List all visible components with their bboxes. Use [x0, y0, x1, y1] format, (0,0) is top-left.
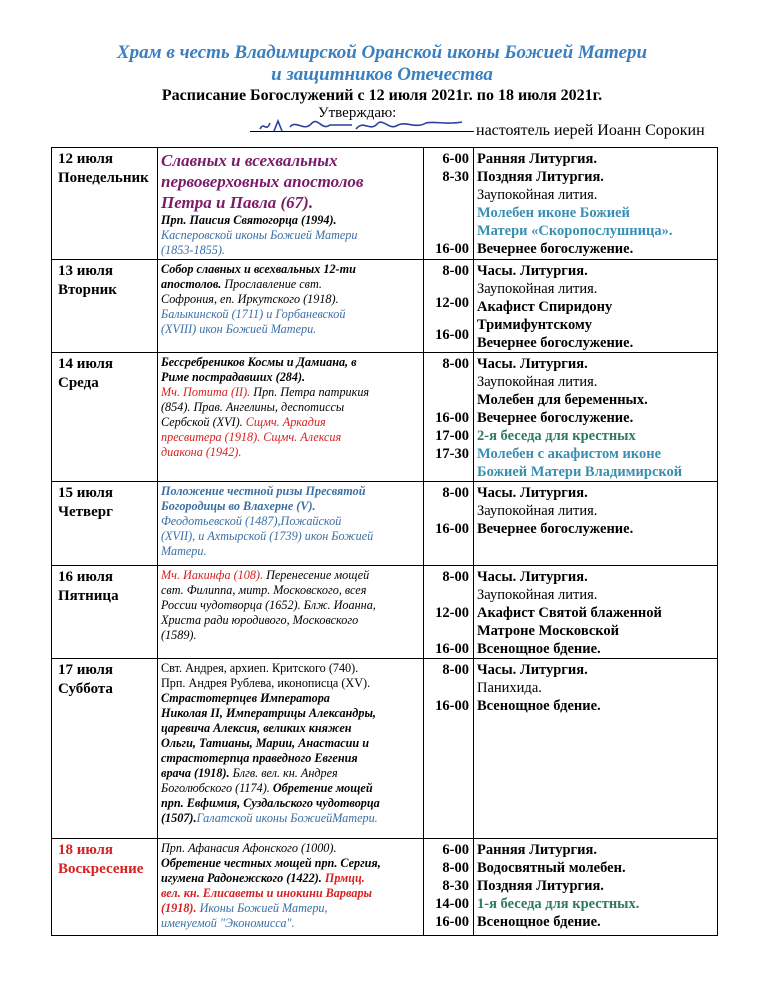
feast-text: Бессребреников Космы и Дамиана, в	[161, 355, 357, 369]
service: Часы. Литургия.	[477, 485, 588, 501]
time: 16-00	[435, 327, 469, 343]
day-cell	[52, 482, 158, 566]
time: 8-00	[442, 569, 469, 585]
service: 2-я беседа для крестных	[477, 428, 636, 444]
table-row	[52, 148, 718, 260]
time: 16-00	[435, 410, 469, 426]
service: Заупокойная лития.	[477, 374, 598, 390]
time: 14-00	[435, 896, 469, 912]
time: 8-30	[442, 878, 469, 894]
service: Акафист Спиридону	[477, 299, 613, 315]
feast-text: Мч. Иакинфа (108).	[161, 568, 264, 582]
services-cell	[474, 839, 718, 936]
service: Поздняя Литургия.	[477, 169, 604, 185]
date: 18 июля	[58, 842, 114, 858]
weekday: Четверг	[58, 504, 113, 520]
service: Божией Матери Владимирской	[477, 464, 683, 480]
table-row	[52, 260, 718, 353]
schedule-subtitle: Расписание Богослужений с 12 июля 2021г. по 18 июля 2021г.	[161, 87, 603, 104]
services-cell	[474, 659, 718, 839]
service: Молебен с акафистом иконе	[477, 446, 662, 462]
day-cell	[52, 260, 158, 353]
feast-text: прп. Евфимия, Суздальского чудотворца	[161, 796, 380, 810]
schedule-table	[51, 147, 718, 936]
weekday: Воскресение	[58, 861, 144, 877]
feast-cell	[158, 353, 424, 482]
feast-text: Прп. Афанасия Афонского (1000).	[161, 841, 337, 855]
table-row	[52, 566, 718, 659]
feast-text: Обретение мощей	[269, 781, 373, 795]
feast-text: Свт. Андрея, архиеп. Критского (740).	[161, 661, 359, 675]
services-cell	[474, 148, 718, 260]
feast-text: Богородицы во Влахерне (V).	[161, 499, 316, 513]
feast-text: Прп. Петра патрикия	[250, 385, 370, 399]
feast-cell	[158, 659, 424, 839]
feast-text: (1853-1855).	[161, 243, 225, 257]
feast-text: Матери.	[161, 544, 207, 558]
feast-text: Боголюбского (1174).	[161, 781, 270, 795]
time: 17-30	[435, 446, 469, 462]
feast-text: Касперовской иконы Божией Матери	[161, 228, 358, 242]
service: Заупокойная лития.	[477, 503, 598, 519]
rector-name: настоятель иерей Иоанн Сорокин	[476, 122, 705, 139]
feast-cell	[158, 839, 424, 936]
feast-text: Мч. Потита (II).	[161, 385, 251, 399]
church-title-line2: и защитников Отечества	[271, 64, 493, 85]
feast-cell	[158, 260, 424, 353]
feast-text: свт. Филиппа, митр. Московского, всея	[161, 583, 367, 597]
time: 8-00	[442, 485, 469, 501]
feast-text: Страстотерпцев Императора	[161, 691, 330, 705]
feast-text: Сщмч. Аркадия	[242, 415, 326, 429]
service: Часы. Литургия.	[477, 356, 588, 372]
feast-text: Прп. Андрея Рублева, иконописца (XV).	[161, 676, 371, 690]
service: Вечернее богослужение.	[477, 410, 634, 426]
services-cell	[474, 260, 718, 353]
time: 12-00	[435, 295, 469, 311]
table-row	[52, 659, 718, 839]
service: 1-я беседа для крестных.	[477, 896, 640, 912]
feast-text: (1507).	[161, 811, 197, 825]
date: 13 июля	[58, 263, 114, 279]
feast-text: игумена Радонежского (1422).	[161, 871, 322, 885]
day-cell	[52, 659, 158, 839]
feast-text: (854). Прав. Ангелины, деспотиссы	[161, 400, 345, 414]
date: 17 июля	[58, 662, 114, 678]
weekday: Суббота	[58, 681, 113, 697]
feast-text: Феодотьевской (1487),Пожайской	[161, 514, 342, 528]
services-cell	[474, 353, 718, 482]
feast-text: Прп. Паисия Святогорца (1994).	[161, 213, 337, 227]
time: 17-00	[435, 428, 469, 444]
church-title-line1: Храм в честь Владимирской Оранской иконы Божией Матери	[116, 42, 648, 63]
services-cell	[474, 482, 718, 566]
feast-text: (XVII), и Ахтырской (1739) икон Божией	[161, 529, 374, 543]
weekday: Среда	[58, 375, 99, 391]
day-cell	[52, 566, 158, 659]
feast-text: Прмцц.	[321, 871, 365, 885]
feast-text: первоверховных апостолов	[161, 172, 364, 191]
feast-text: Обретение честных мощей прп. Сергия,	[161, 856, 381, 870]
feast-text: Христа ради юродивого, Московского	[161, 613, 359, 627]
approve-label: Утверждаю:	[318, 105, 397, 121]
feast-text: диакона (1942).	[161, 445, 242, 459]
feast-text: Славных и всехвальных	[161, 151, 338, 170]
table-row	[52, 353, 718, 482]
feast-text: врача (1918).	[161, 766, 230, 780]
feast-text: России чудотворца (1652). Блж. Иоанна,	[161, 598, 376, 612]
date: 12 июля	[58, 151, 114, 167]
time-cell	[424, 260, 474, 353]
service: Матери «Скоропослушница».	[477, 223, 673, 239]
service: Ранняя Литургия.	[477, 842, 597, 858]
feast-text: Галатской иконы БожиейМатери.	[196, 811, 378, 825]
date: 16 июля	[58, 569, 114, 585]
service: Часы. Литургия.	[477, 263, 588, 279]
feast-text: Николая II, Императрицы Александры,	[161, 706, 376, 720]
service: Всенощное бдение.	[477, 641, 601, 657]
time-cell	[424, 353, 474, 482]
feast-text: Ольги, Татианы, Марии, Анастасии и	[161, 736, 370, 750]
day-cell	[52, 353, 158, 482]
feast-text: апостолов.	[161, 277, 222, 291]
time: 16-00	[435, 641, 469, 657]
feast-text: Балыкинской (1711) и Горбаневской	[161, 307, 346, 321]
day-cell	[52, 148, 158, 260]
service: Вечернее богослужение.	[477, 521, 634, 537]
time: 16-00	[435, 698, 469, 714]
feast-text: Риме пострадавших (284).	[161, 370, 306, 384]
feast-text: (1918).	[161, 901, 197, 915]
feast-text: (XVIII) икон Божией Матери.	[161, 322, 317, 336]
feast-text: вел. кн. Елисаветы и инокини Варвары	[161, 886, 372, 900]
time: 8-00	[442, 860, 469, 876]
service: Всенощное бдение.	[477, 914, 601, 930]
feast-text: Сербской (XVI).	[161, 415, 243, 429]
feast-text: Софрония, еп. Иркутского (1918).	[161, 292, 339, 306]
service: Молебен иконе Божией	[477, 205, 630, 221]
service: Акафист Святой блаженной	[477, 605, 662, 621]
table-row	[52, 839, 718, 936]
feast-text: пресвитера (1918). Сщмч. Алексия	[161, 430, 342, 444]
time: 8-00	[442, 662, 469, 678]
table-row	[52, 482, 718, 566]
feast-text: Петра и Павла (67).	[161, 193, 314, 212]
weekday: Пятница	[58, 588, 119, 604]
service: Вечернее богослужение.	[477, 241, 634, 257]
feast-cell	[158, 566, 424, 659]
service: Часы. Литургия.	[477, 569, 588, 585]
time: 6-00	[442, 842, 469, 858]
time-cell	[424, 839, 474, 936]
feast-text: именуемой "Экономисса".	[161, 916, 295, 930]
time: 6-00	[442, 151, 469, 167]
handwritten-signature	[256, 113, 466, 137]
time-cell	[424, 566, 474, 659]
service: Тримифунтскому	[477, 317, 593, 333]
time: 8-00	[442, 356, 469, 372]
feast-text: Блгв. вел. кн. Андрея	[229, 766, 338, 780]
service: Вечернее богослужение.	[477, 335, 634, 351]
service: Ранняя Литургия.	[477, 151, 597, 167]
time: 8-00	[442, 263, 469, 279]
day-cell	[52, 839, 158, 936]
services-cell	[474, 566, 718, 659]
service: Матроне Московской	[477, 623, 620, 639]
feast-text: страстотерпца праведного Евгения	[161, 751, 358, 765]
weekday: Вторник	[58, 282, 117, 298]
time-cell	[424, 148, 474, 260]
service: Заупокойная лития.	[477, 187, 598, 203]
service: Заупокойная лития.	[477, 281, 598, 297]
time: 12-00	[435, 605, 469, 621]
feast-text: царевича Алексия, великих княжен	[161, 721, 352, 735]
date: 14 июля	[58, 356, 114, 372]
time: 8-30	[442, 169, 469, 185]
time-cell	[424, 482, 474, 566]
time-cell	[424, 659, 474, 839]
feast-text: Собор славных и всехвальных 12-ти	[161, 262, 356, 276]
time: 16-00	[435, 521, 469, 537]
feast-text: (1589).	[161, 628, 197, 642]
date: 15 июля	[58, 485, 114, 501]
feast-cell	[158, 482, 424, 566]
feast-text: Перенесение мощей	[263, 568, 370, 582]
service: Часы. Литургия.	[477, 662, 588, 678]
service: Водосвятный молебен.	[477, 860, 626, 876]
feast-text: Прославление свт.	[221, 277, 322, 291]
service: Всенощное бдение.	[477, 698, 601, 714]
feast-cell	[158, 148, 424, 260]
time: 16-00	[435, 241, 469, 257]
service: Заупокойная лития.	[477, 587, 598, 603]
feast-text: Положение честной ризы Пресвятой	[161, 484, 366, 498]
service: Молебен для беременных.	[477, 392, 648, 408]
signature-line	[250, 131, 474, 132]
time: 16-00	[435, 914, 469, 930]
weekday: Понедельник	[58, 170, 149, 186]
service: Поздняя Литургия.	[477, 878, 604, 894]
service: Панихида.	[477, 680, 542, 696]
feast-text: Иконы Божией Матери,	[196, 901, 328, 915]
